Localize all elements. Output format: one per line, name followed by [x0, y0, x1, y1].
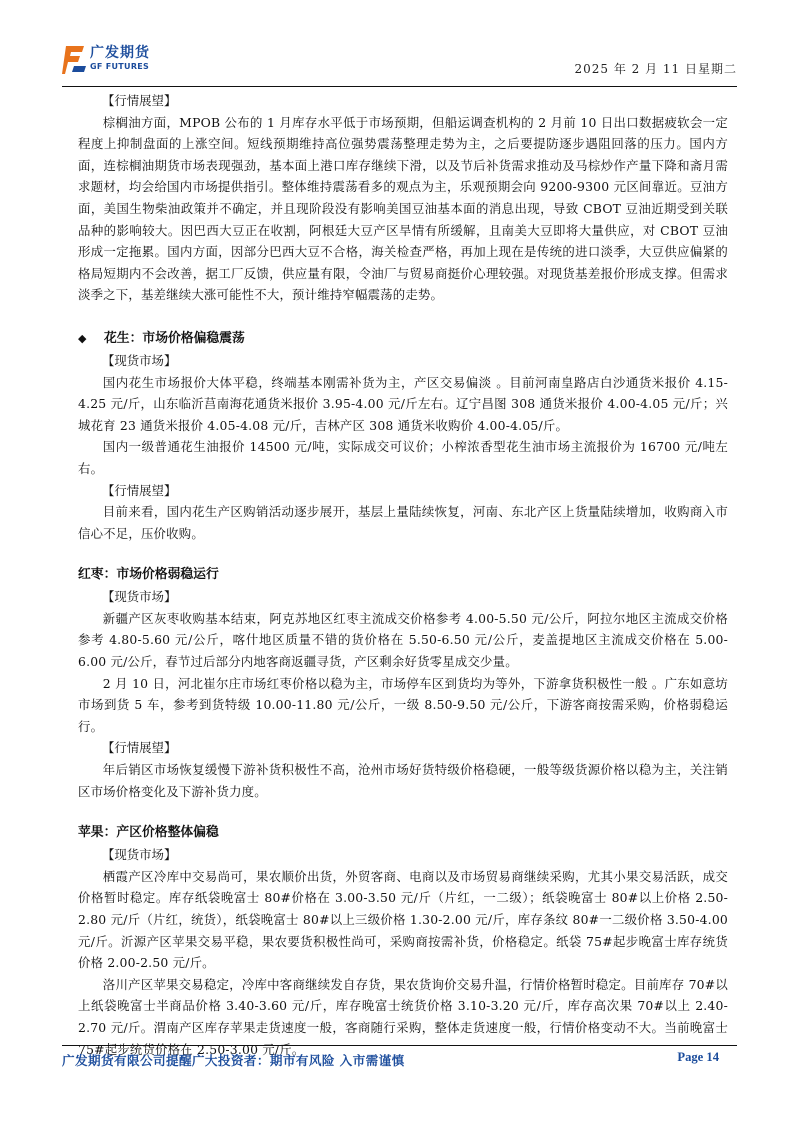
- peanut-spot-paragraph-1: 国内花生市场报价大体平稳，终端基本刚需补货为主，产区交易偏淡 。目前河南皇路店白沙通货米报价 4.15-4.25 元/斤，山东临沂莒南海花通货米报价 3.95-4.00 元/斤左右。辽宁昌图 308 通货米报价 4.00-4.05 元/斤；兴城花育 23 通货米报价 4.05-4.08 元/斤，吉林产区 308 通货米收购价 4.00-4.05/斤。: [78, 374, 728, 433]
- footer-divider: [62, 1045, 737, 1046]
- logo-chinese-text: 广发期货: [90, 45, 150, 61]
- apple-spot-tag: 【现货市场】: [102, 847, 177, 863]
- jujube-spot-paragraph-2: 2 月 10 日，河北崔尔庄市场红枣价格以稳为主，市场停车区到货均为等外，下游拿货积极性一般 。广东如意坊市场到货 5 车，参考到货特级 10.00-11.80 元/公斤，一级 8.50-9.50 元/公斤，下游客商按需采购，价格弱稳运行。: [78, 675, 728, 734]
- logo-english-text: GF FUTURES: [90, 62, 150, 71]
- peanut-outlook-tag: 【行情展望】: [102, 482, 177, 498]
- page-number: Page 14: [677, 1050, 719, 1064]
- gf-logo-icon: [62, 42, 88, 76]
- jujube-outlook-tag: 【行情展望】: [102, 740, 177, 756]
- company-logo: [62, 40, 172, 80]
- report-date: 2025 年 2 月 11 日星期二: [574, 62, 737, 76]
- peanut-spot-tag: 【现货市场】: [102, 352, 177, 368]
- jujube-outlook-text: 年后销区市场恢复缓慢下游补货积极性不高，沧州市场好货特级价格稳硬，一般等级货源价格以稳为主，关注销区市场价格变化及下游补货力度。: [78, 762, 728, 799]
- palm-outlook-tag: 【行情展望】: [102, 93, 177, 108]
- report-body: [78, 90, 728, 1060]
- jujube-spot-paragraph-1: 新疆产区灰枣收购基本结束，阿克苏地区红枣主流成交价格参考 4.00-5.50 元/公斤，阿拉尔地区主流成交价格参考 4.80-5.60 元/公斤，喀什地区质量不错的货价格在 5.50-6.50 元/公斤，麦盖提地区主流成交价格在 5.00-6.00 元/公斤，春节过后部分内地客商返疆寻货，产区剩余好货零星成交少量。: [78, 610, 728, 670]
- diamond-bullet-icon: ◆: [78, 331, 87, 345]
- peanut-outlook-text: 目前来看，国内花生产区购销活动逐步展开，基层上量陆续恢复，河南、东北产区上货量陆续增加，收购商入市信心不足，压价收购。: [78, 504, 728, 541]
- apple-spot-paragraph-2: 洛川产区苹果交易稳定，冷库中客商继续发自存货，果农货询价交易升温，行情价格暂时稳定。目前库存 70#以上纸袋晚富士半商品价格 3.40-3.60 元/斤，库存晚富士统货价格 3.10-3.20 元/斤，库存高次果 70#以上 2.40-2.70 元/斤。渭南产区库存苹果走货速度一般，客商随行采购，整体走货速度一般，行情价格变动不大。当前晚富士 75#起步统货价格在 2.50-3.00 元/斤。: [78, 976, 728, 1057]
- risk-disclaimer: 广发期货有限公司提醒广大投资者：期市有风险 入市需谨慎: [62, 1053, 405, 1068]
- peanut-section-heading: [78, 328, 728, 350]
- peanut-section-title: 花生：市场价格偏稳震荡: [104, 330, 245, 346]
- page-footer: [62, 1050, 737, 1070]
- peanut-spot-paragraph-2: 国内一级普通花生油报价 14500 元/吨，实际成交可议价；小榨浓香型花生油市场主流报价为 16700 元/吨左右。: [78, 439, 728, 476]
- apple-spot-paragraph-1: 栖霞产区冷库中交易尚可，果农顺价出货，外贸客商、电商以及市场贸易商继续采购，尤其小果交易活跃，成交价格暂时稳定。库存纸袋晚富士 80#价格在 3.00-3.50 元/斤（片红，一二级）；纸袋晚富士 80#以上价格 2.50-2.80 元/斤（片红，统货），纸袋晚富士 80#以上三级价格 1.30-2.00 元/斤，库存条纹 80#一二级价格 3.50-4.00 元/斤。沂源产区苹果交易平稳，果农要货积极性尚可，采购商按需补货，价格稳定。纸袋 75#起步晚富士库存统货价格 2.00-2.50 元/斤。: [78, 868, 728, 971]
- jujube-section-title: 红枣：市场价格弱稳运行: [78, 567, 219, 583]
- jujube-spot-tag: 【现货市场】: [102, 589, 177, 605]
- palm-outlook-text: 棕榈油方面，MPOB 公布的 1 月库存水平低于市场预期，但船运调查机构的 2 月前 10 日出口数据疲软会一定程度上抑制盘面的上涨空间。短线预期维持高位强势震荡整理走势为主，之后要提防逐步遇阻回落的压力。国内方面，连棕榈油期货市场表现强劲，基本面上港口库存继续下滑，以及节后补货需求推动及马棕炒作产量下降和斋月需求题材，均会给国内市场提供指引。整体维持震荡看多的观点为主，乐观预期会向 9200-9300 元区间靠近。豆油方面，美国生物柴油政策并不确定，并且现阶段没有影响美国豆油基本面的消息出现，导致 CBOT 豆油近期受到关联品种的影响较大。因巴西大豆正在收割，阿根廷大豆产区旱情有所缓解，且南美大豆即将大量供应，对 CBOT 豆油形成一定拖累。国内方面，因部分巴西大豆不合格，海关检查严格，再加上现在是传统的进口淡季，大豆供应偏紧的格局短期内不会改善，据工厂反馈，供应量有限，令油厂与贸易商挺价心理较强。对现货基差报价形成支撑。但需求淡季之下，基差继续大涨可能性不大，预计维持窄幅震荡的走势。: [78, 114, 728, 303]
- header-divider: [62, 86, 737, 87]
- apple-section-title: 苹果：产区价格整体偏稳: [78, 825, 219, 841]
- page-header: [62, 40, 737, 84]
